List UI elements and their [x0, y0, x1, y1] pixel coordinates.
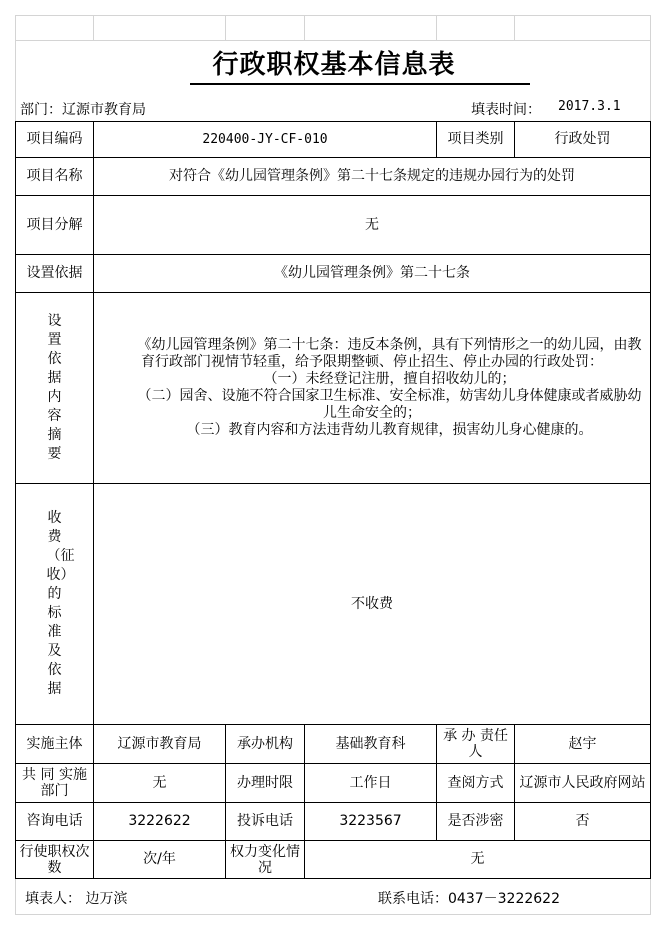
- basis-summary-label: 设置依据内容摘要: [47, 313, 62, 462]
- responsible-value: 赵宇: [515, 725, 651, 764]
- complaint-value: 3223567: [305, 803, 437, 841]
- secret-value: 否: [515, 803, 651, 841]
- grid-col-line: [436, 15, 437, 40]
- secret-label: 是否涉密: [437, 803, 515, 841]
- table-row: [16, 122, 651, 158]
- basis-summary-line: （一）未经登记注册，擅自招收幼儿的；: [263, 371, 516, 387]
- time-limit-label: 办理时限: [226, 764, 305, 803]
- item-code-label: 项目编码: [16, 122, 94, 158]
- agency-value: 基础教育科: [305, 725, 437, 764]
- filler-label: 填表人： 边万滨: [25, 891, 128, 907]
- responsible-label: 承 办 责任人: [437, 725, 515, 764]
- lookup-label: 查阅方式: [437, 764, 515, 803]
- joint-label: 共 同 实施部门: [16, 764, 94, 803]
- lookup-value: 辽源市人民政府网站: [515, 764, 651, 803]
- time-limit-value: 工作日: [305, 764, 437, 803]
- grid-col-line: [514, 15, 515, 40]
- grid-col-line: [225, 15, 226, 40]
- basis-summary-line: 《幼儿园管理条例》第二十七条：违反本条例，具有下列情形之一的幼儿园，由教育行政部门视情节轻重，给予限期整顿、停止招生、停止办园的行政处罚：: [137, 337, 642, 370]
- grid-top-line: [15, 15, 650, 16]
- basis-summary-content: [94, 293, 651, 484]
- item-code-value: [94, 122, 437, 158]
- fee-label: 收费（征收）的标准及依据: [46, 510, 75, 697]
- grid-bottom-line: [15, 914, 650, 915]
- exercise-value: 次/年: [94, 841, 226, 879]
- fill-time-label: 填表时间：: [471, 102, 541, 118]
- item-name-value: 对符合《幼儿园管理条例》第二十七条规定的违规办园行为的处罚: [94, 158, 651, 196]
- table-row: [16, 803, 651, 841]
- department-label: 部门：辽源市教育局: [20, 102, 146, 118]
- page-title: 行政职权基本信息表: [212, 50, 456, 80]
- exercise-label: 行使职权次 数: [16, 841, 94, 879]
- fee-label-cell: [16, 484, 94, 725]
- basis-summary-label-cell: [16, 293, 94, 484]
- subject-label: 实施主体: [16, 725, 94, 764]
- table-row: [16, 484, 651, 725]
- basis-summary-line: （三）教育内容和方法违背幼儿教育规律，损害幼儿身心健康的。: [186, 422, 593, 438]
- item-breakdown-value: 无: [94, 196, 651, 255]
- item-breakdown-label: 项目分解: [16, 196, 94, 255]
- grid-col-line: [304, 15, 305, 40]
- table-row: [16, 158, 651, 196]
- table-row: [16, 725, 651, 764]
- table-row: [16, 196, 651, 255]
- info-table: [15, 121, 651, 879]
- table-row: [16, 293, 651, 484]
- basis-label: 设置依据: [16, 255, 94, 293]
- basis-summary-line: （二）园舍、设施不符合国家卫生标准、安全标准，妨害幼儿身体健康或者威胁幼儿生命安全的；: [137, 388, 642, 421]
- item-name-label: 项目名称: [16, 158, 94, 196]
- grid-row-line: [15, 40, 650, 41]
- item-type-label: 项目类别: [437, 122, 515, 158]
- item-type-value: 行政处罚: [515, 122, 651, 158]
- fill-time-value: 2017.3.1: [558, 99, 621, 114]
- basis-value: 《幼儿园管理条例》第二十七条: [94, 255, 651, 293]
- consult-label: 咨询电话: [16, 803, 94, 841]
- complaint-label: 投诉电话: [226, 803, 305, 841]
- fee-value: 不收费: [94, 484, 651, 725]
- item-code-text: 220400-JY-CF-010: [202, 132, 328, 147]
- change-label: 权力变化情 况: [226, 841, 305, 879]
- title-underline: [190, 83, 530, 85]
- contact-phone: 联系电话：0437－3222622: [378, 891, 560, 907]
- subject-value: 辽源市教育局: [94, 725, 226, 764]
- table-row: [16, 764, 651, 803]
- agency-label: 承办机构: [226, 725, 305, 764]
- change-value: 无: [305, 841, 651, 879]
- table-row: [16, 841, 651, 879]
- grid-col-line: [93, 15, 94, 40]
- table-row: [16, 255, 651, 293]
- joint-value: 无: [94, 764, 226, 803]
- consult-value: 3222622: [94, 803, 226, 841]
